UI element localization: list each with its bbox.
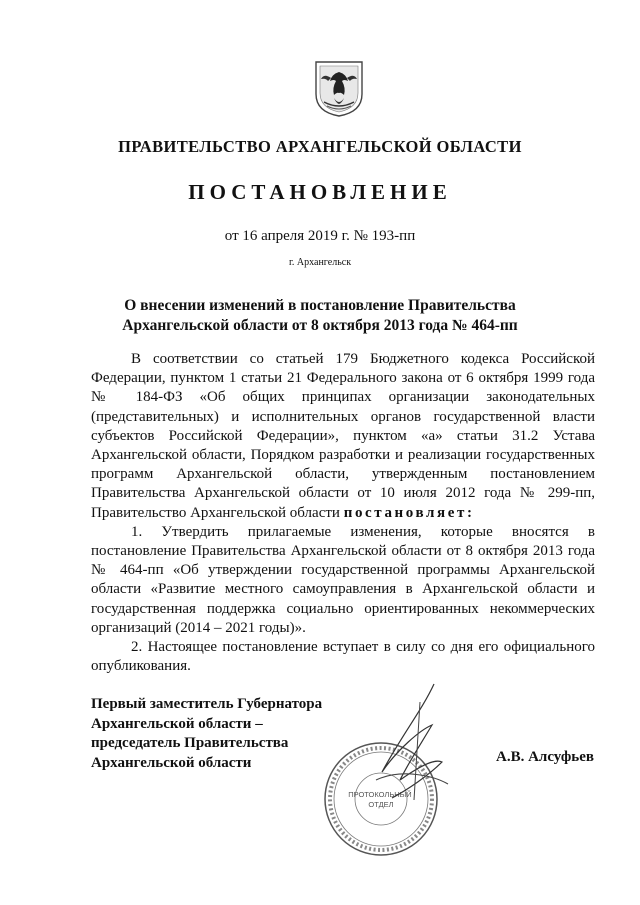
subject-line-1: О внесении изменений в постановление Правительства bbox=[124, 297, 516, 314]
position-line-2: Архангельской области – bbox=[91, 715, 263, 732]
document-subject bbox=[0, 296, 640, 336]
position-line-1: Первый заместитель Губернатора bbox=[91, 696, 323, 712]
stamp-text: ПРОТОКОЛЬНЫЙ ОТДЕЛ bbox=[348, 790, 412, 809]
document-city: г. Архангельск bbox=[288, 257, 352, 268]
resolves-word: постановляет: bbox=[343, 504, 475, 521]
preamble-paragraph bbox=[91, 350, 595, 523]
document-body bbox=[91, 350, 595, 676]
item-2-paragraph: 2. Настоящее постановление вступает в силу со дня его официального опубликования. bbox=[91, 639, 595, 675]
position-line-3: председатель Правительства bbox=[91, 735, 289, 751]
signatory-position bbox=[91, 695, 322, 773]
subject-line-2: Архангельской области от 8 октября 2013 года № 464-пп bbox=[122, 317, 518, 334]
coat-of-arms-icon bbox=[310, 58, 368, 118]
item-1-paragraph: 1. Утвердить прилагаемые изменения, которые вносятся в постановление Правительства Архангельской области от 8 октября 2013 года № 464-пп «Об утверждении государственной программы Архангельской области «Развитие местного самоуправления в Архангельской области и государственная поддержка социально ориентированных некоммерческих организаций (2014 – 2021 годы)». bbox=[91, 523, 595, 636]
preamble-text: В соответствии со статьей 179 Бюджетного кодекса Российской Федерации, пунктом 1 статьи 21 Федерального закона от 6 октября 1999 года № 184-ФЗ «Об общих принципах организации законодательных (представительных) и исполнительных органов государственной власти субъектов Российской Федерации», пунктом «а» статьи 31.2 Устава Архангельской области, Порядком разработки и реализации государственных программ Архангельской области, утвержденным постановлением Правительства Архангельской области от 10 июля 2012 года № 299-пп, Правительство Архангельской области bbox=[91, 351, 595, 521]
signatory-name: А.В. Алсуфьев bbox=[496, 749, 594, 765]
document-date-number: от 16 апреля 2019 г. № 193-пп bbox=[224, 228, 416, 244]
government-title: ПРАВИТЕЛЬСТВО АРХАНГЕЛЬСКОЙ ОБЛАСТИ bbox=[118, 137, 522, 156]
document-type: ПОСТАНОВЛЕНИЕ bbox=[188, 180, 452, 204]
position-line-4: Архангельской области bbox=[91, 754, 252, 771]
handwritten-signature bbox=[362, 680, 452, 805]
